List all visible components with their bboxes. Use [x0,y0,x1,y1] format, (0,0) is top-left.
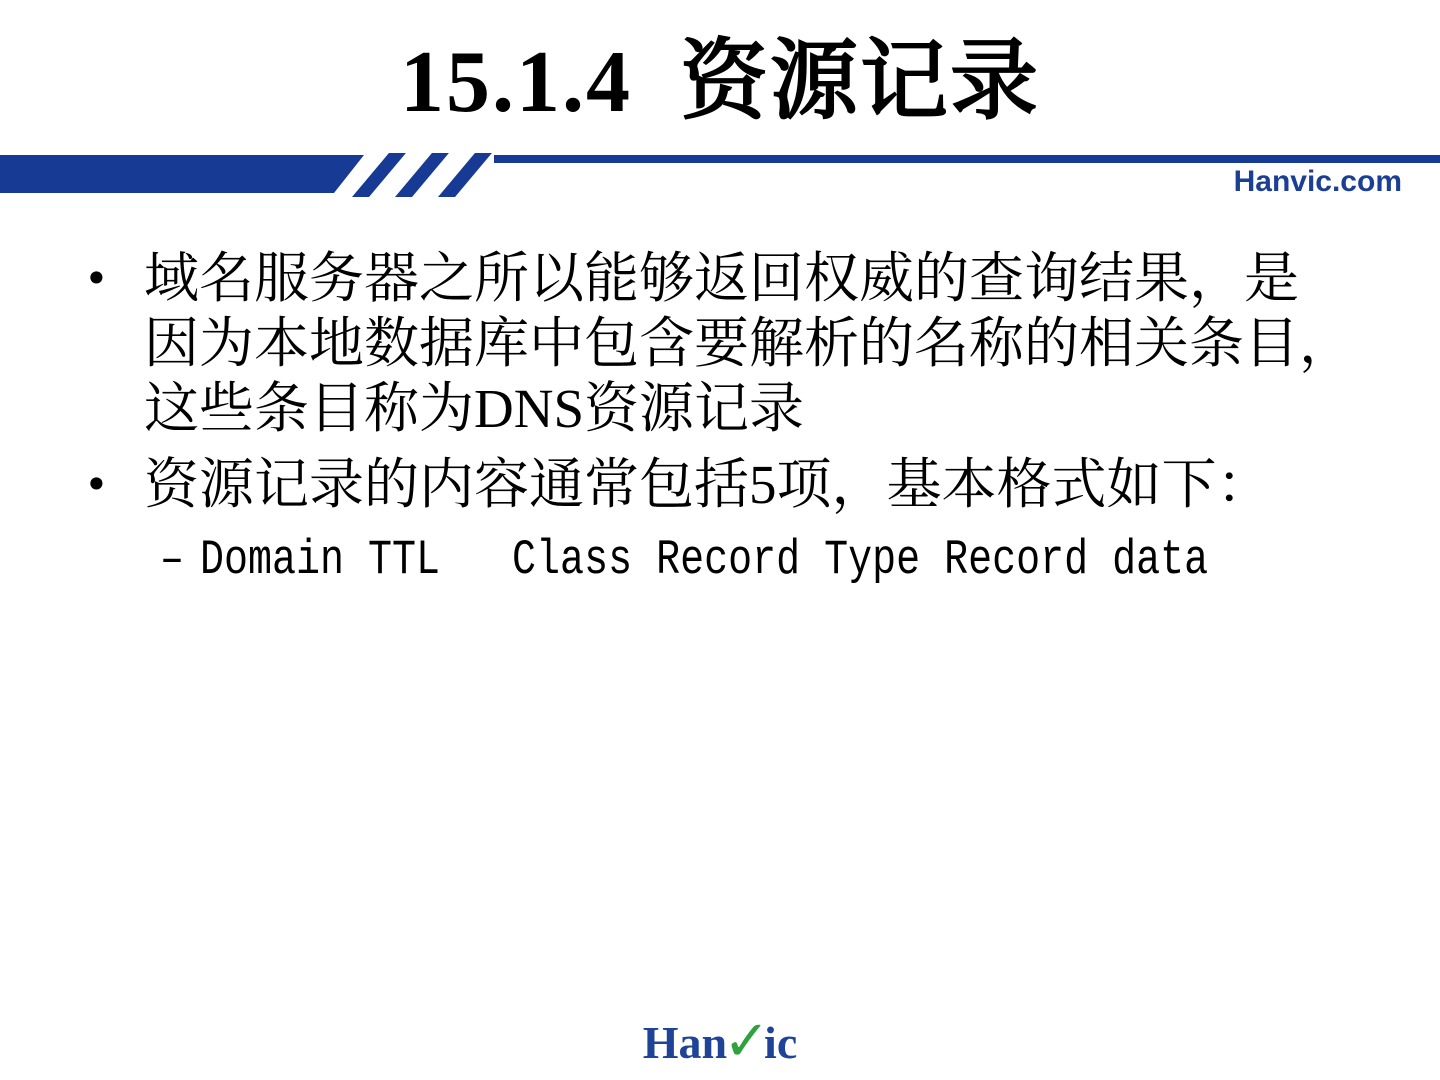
page-title: 15.1.4 资源记录 [399,34,1040,131]
bullet-line: 域名服务器之所以能够返回权威的查询结果，是 [144,248,1300,309]
bullet-line: 因为本地数据库中包含要解析的名称的相关条目， [144,313,1355,374]
header-band-bar [0,155,364,193]
brand-url-text: Hanvic.com [1233,165,1402,198]
checkmark-icon: ✓ [723,1009,771,1074]
header-band-stripe [438,153,492,197]
bullet-text [144,246,1354,441]
bullet-marker: • [84,254,109,303]
sub-bullet-item [160,534,1208,590]
logo-text-suffix: ic [764,1017,798,1068]
logo-text-prefix: Han [642,1017,728,1068]
bullet-marker: • [84,460,109,509]
header-band-line [494,155,1440,163]
header-band-stripe [395,153,449,197]
sub-bullet-dash: – [160,534,185,589]
bullet-item-2 [80,452,1272,517]
bullet-line: 这些条目称为DNS资源记录 [144,378,805,439]
bullet-text [144,452,1272,517]
hanvic-logo [0,1009,1440,1074]
bullet-line: 资源记录的内容通常包括5项，基本格式如下： [144,454,1272,515]
bullet-item-1 [80,246,1354,441]
record-format-text: Domain TTL Class Record Type Record data [200,534,1209,589]
